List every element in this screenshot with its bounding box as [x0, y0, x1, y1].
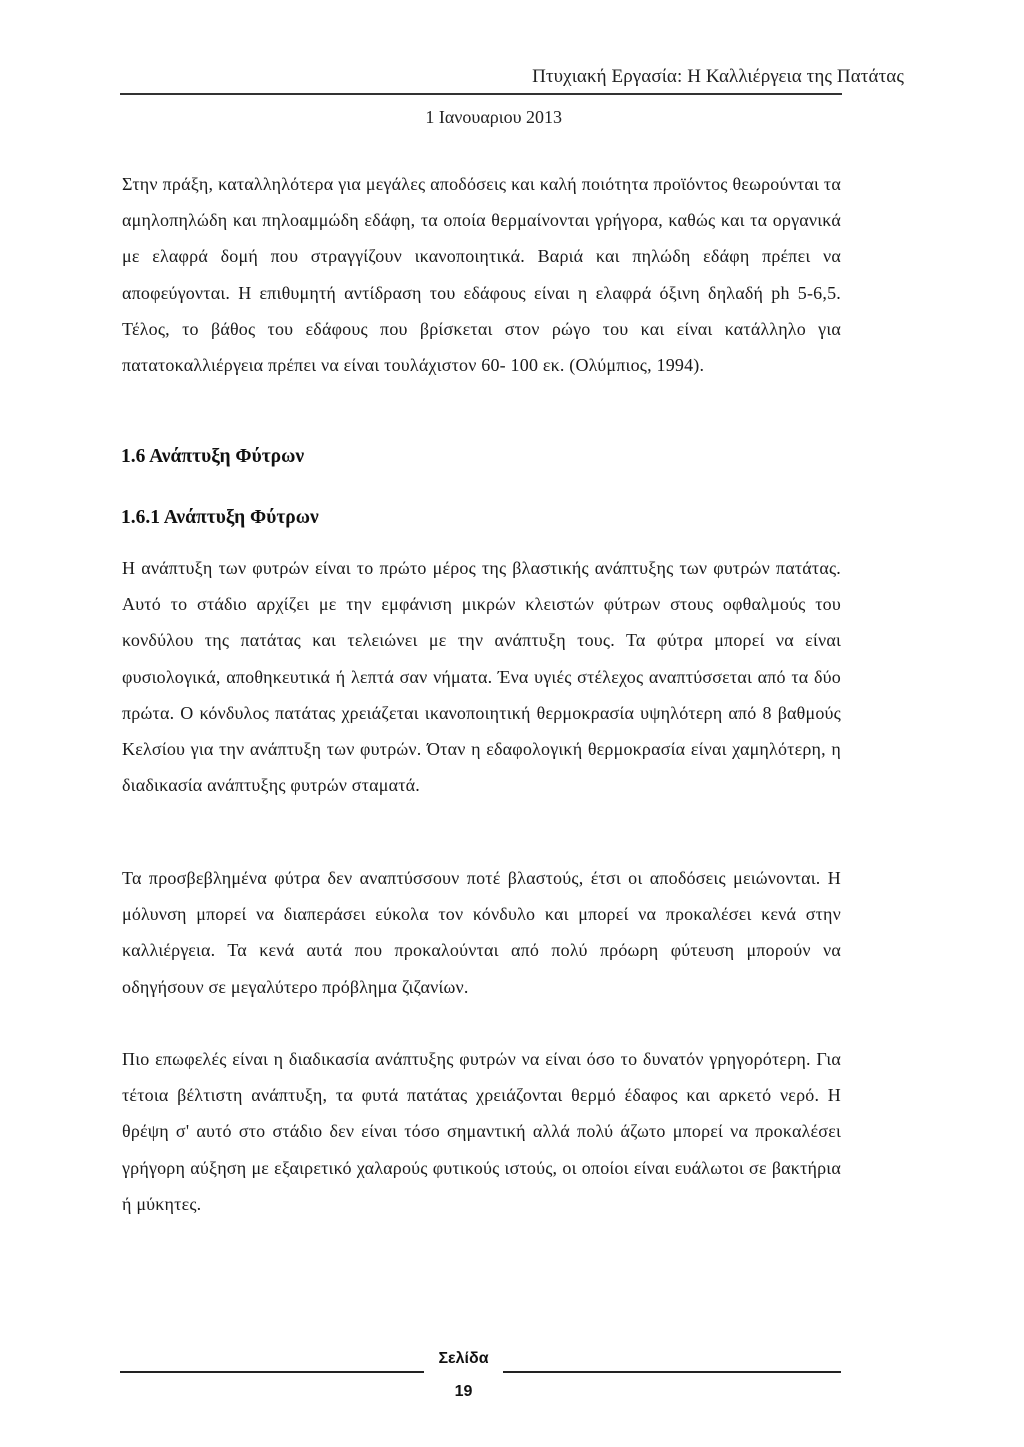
footer-page-label: Σελίδα [438, 1350, 489, 1367]
paragraph-sprout-development: Η ανάπτυξη των φυτρών είναι το πρώτο μέρος της βλαστικής ανάπτυξης των φυτρών πατάτας. Αυτό το στάδιο αρχίζει με την εμφάνιση μικρών κλειστών φύτρων στους οφθαλμούς του κονδύλου της πατάτας και τελειώνει με την ανάπτυξη τους. Τα φύτρα μπορεί να είναι φυσιολογικά, αποθηκευτικά ή λεπτά σαν νήματα. Ένα υγιές στέλεχος αναπτύσσεται από τα δύο πρώτα. Ο κόνδυλος πατάτας χρειάζεται ικανοποιητική θερμοκρασία υψηλότερη από 8 βαθμούς Κελσίου για την ανάπτυξη των φυτρών. Όταν η εδαφολογική θερμοκρασία είναι χαμηλότερη, η διαδικασία ανάπτυξης φυτρών σταματά. [122, 558, 841, 796]
footer-page-number: 19 [454, 1383, 473, 1400]
paragraph-infected-sprouts: Τα προσβεβλημένα φύτρα δεν αναπτύσσουν ποτέ βλαστούς, έτσι οι αποδόσεις μειώνονται. Η μόλυνση μπορεί να διαπεράσει εύκολα τον κόνδυλο και μπορεί να προκαλέσει κενά στην καλλιέργεια. Τα κενά αυτά που προκαλούνται από πολύ πρόωρη φύτευση μπορούν να οδηγήσουν σε μεγαλύτερο πρόβλημα ζιζανίων. [122, 868, 841, 997]
subsection-heading: 1.6.1 Ανάπτυξη Φύτρων [121, 507, 319, 528]
footer-divider-right [503, 1371, 841, 1373]
header-divider [120, 93, 842, 95]
footer-divider-left [120, 1371, 424, 1373]
paragraph-optimal-growth: Πιο επωφελές είναι η διαδικασία ανάπτυξης φυτρών να είναι όσο το δυνατόν γρηγορότερη. Για τέτοια βέλτιστη ανάπτυξη, τα φυτά πατάτας χρειάζονται θερμό έδαφος και αρκετό νερό. Η θρέψη σ' αυτό στο στάδιο δεν είναι τόσο σημαντική αλλά πολύ άζωτο μπορεί να προκαλέσει γρήγορη αύξηση με εξαιρετικό χαλαρούς φυτικούς ιστούς, οι οποίοι είναι ευάλωτοι σε βακτήρια ή μύκητες. [122, 1049, 841, 1214]
paragraph-soil-requirements: Στην πράξη, καταλληλότερα για μεγάλες αποδόσεις και καλή ποιότητα προϊόντος θεωρούνται τα αμηλοπηλώδη και πηλοαμμώδη εδάφη, τα οποία θερμαίνονται γρήγορα, καθώς και τα οργανικά με ελαφρά δομή που στραγγίζουν ικανοποιητικά. Βαριά και πηλώδη εδάφη πρέπει να αποφεύγονται. Η επιθυμητή αντίδραση του εδάφους είναι η ελαφρά όξινη δηλαδή ph 5-6,5. Τέλος, το βάθος του εδάφους που βρίσκεται στον ρώγο του και είναι κατάλληλο για πατατοκαλλιέργεια πρέπει να είναι τουλάχιστον 60- 100 εκ. (Ολύμπιος, 1994). [122, 174, 841, 376]
header-title: Πτυχιακή Εργασία: Η Καλλιέργεια της Πατάτας [532, 66, 904, 87]
section-heading: 1.6 Ανάπτυξη Φύτρων [121, 446, 305, 467]
header-date: 1 Ιανουαριου 2013 [425, 107, 562, 127]
